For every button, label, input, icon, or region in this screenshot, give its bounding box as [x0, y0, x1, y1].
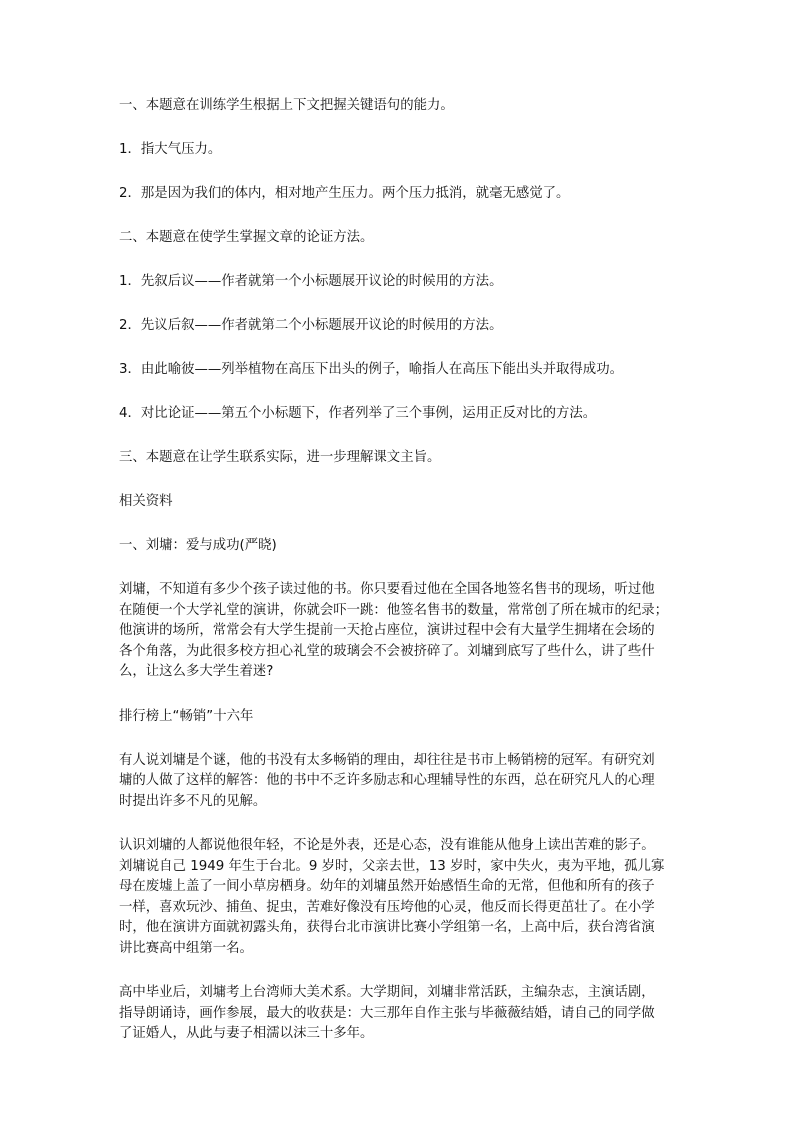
subheading-bestseller: 排行榜上“畅销”十六年: [119, 708, 254, 724]
section-one-heading: 一、本题意在训练学生根据上下文把握关键语句的能力。: [119, 98, 454, 113]
section-three-heading: 三、本题意在让学生联系实际，进一步理解课文主旨。: [119, 450, 441, 465]
paragraph-line: 么，让这么多大学生着迷?: [119, 664, 274, 679]
answer-1-1: 1．指大气压力。: [119, 142, 222, 157]
document-page: [119, 96, 675, 1069]
paragraph-line: 一样，喜欢玩沙、捕鱼、捉虫，苦难好像没有压垮他的心灵，他反而长得更茁壮了。在小学: [119, 899, 655, 915]
paragraph-intro: [119, 580, 675, 683]
paragraph-line: 时，他在演讲方面就初露头角，获得台北市演讲比赛小学组第一名，上高中后，获台湾省演: [119, 920, 655, 935]
paragraph-line: 讲比赛高中组第一名。: [119, 940, 253, 956]
paragraph-line: 母在废墟上盖了一间小草房栖身。幼年的刘墉虽然开始感悟生命的无常，但他和所有的孩子: [119, 879, 655, 894]
answer-2-1: 1．先叙后议——作者就第一个小标题展开议论的时候用的方法。: [119, 274, 503, 289]
answer-2-3: 3．由此喻彼——列举植物在高压下出头的例子，喻指人在高压下能出头并取得成功。: [119, 362, 623, 377]
paragraph-line: 高中毕业后，刘墉考上台湾师大美术系。大学期间，刘墉非常活跃，主编杂志，主演话剧，: [119, 985, 655, 1000]
paragraph-childhood: [119, 836, 675, 959]
paragraph-line: 他演讲的场所，常常会有大学生提前一天抢占座位，演讲过程中会有大量学生拥堵在会场的: [119, 623, 655, 638]
answer-2-2: 2．先议后叙——作者就第二个小标题展开议论的时候用的方法。: [119, 318, 503, 333]
paragraph-line: 了证婚人，从此与妻子相濡以沫三十多年。: [119, 1026, 374, 1041]
answer-1-2: 2．那是因为我们的体内，相对地产生压力。两个压力抵消，就毫无感觉了。: [119, 186, 570, 201]
paragraph-line: 时提出许多不凡的见解。: [119, 793, 267, 809]
paragraph-line: 指导朗诵诗，画作参展，最大的收获是：大三那年自作主张与毕薇薇结婚，请自己的同学做: [119, 1005, 655, 1021]
paragraph-mystery: [119, 751, 675, 813]
paragraph-line: 有人说刘墉是个谜，他的书没有太多畅销的理由，却往往是书市上畅销榜的冠军。有研究刘: [119, 752, 655, 768]
answer-2-4: 4．对比论证——第五个小标题下，作者列举了三个事例，运用正反对比的方法。: [119, 406, 597, 421]
paragraph-line: 墉的人做了这样的解答：他的书中不乏许多励志和心理辅导性的东西，总在研究凡人的心理: [119, 773, 655, 788]
paragraph-line: 认识刘墉的人都说他很年轻，不论是外表，还是心态，没有谁能从他身上读出苦难的影子。: [119, 838, 655, 853]
related-materials-heading: 相关资料: [119, 494, 173, 509]
section-two-heading: 二、本题意在使学生掌握文章的论证方法。: [119, 230, 374, 245]
paragraph-line: 刘墉，不知道有多少个孩子读过他的书。你只要看过他在全国各地签名售书的现场，听过他: [119, 582, 655, 597]
article-title: 一、刘墉：爱与成功(严晓): [119, 538, 277, 553]
paragraph-line: 刘墉说自己 1949 年生于台北。9 岁时，父亲去世，13 岁时，家中失火，夷为平地，孤儿寡: [119, 858, 665, 874]
paragraph-line: 在随便一个大学礼堂的演讲，你就会吓一跳：他签名售书的数量，常常创了所在城市的纪录；: [119, 602, 669, 618]
paragraph-line: 各个角落，为此很多校方担心礼堂的玻璃会不会被挤碎了。刘墉到底写了些什么，讲了些什: [119, 643, 655, 659]
paragraph-university: [119, 983, 675, 1045]
